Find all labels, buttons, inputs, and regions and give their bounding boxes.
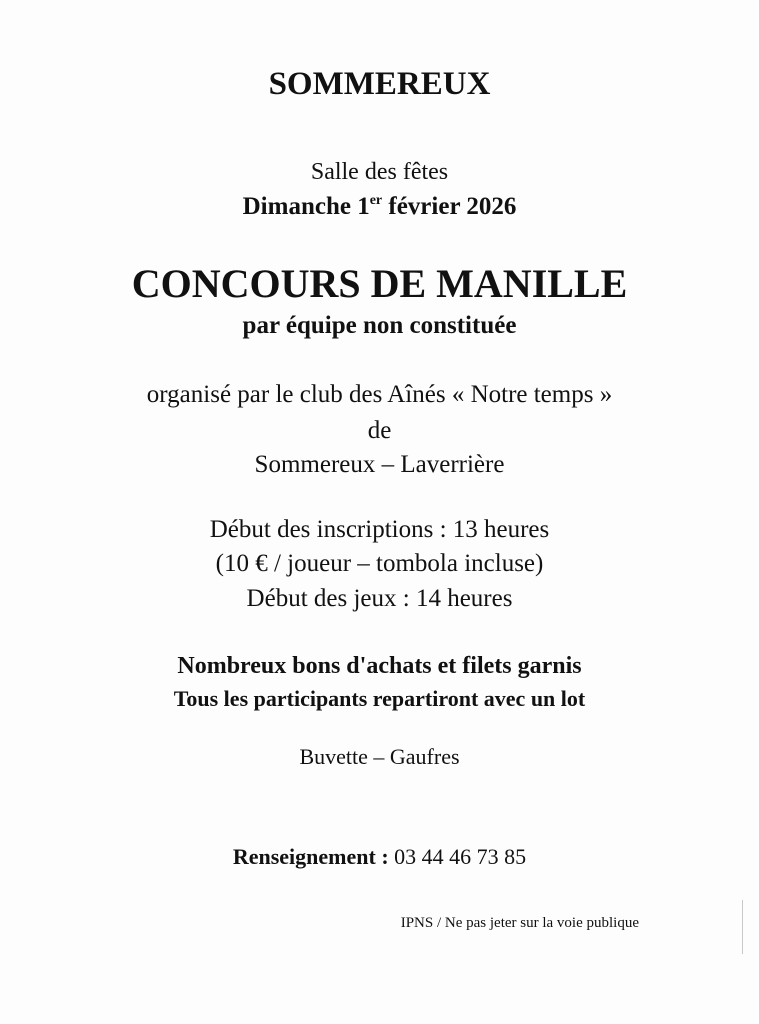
organizer-line-2: de <box>367 417 392 444</box>
prizes-line-1: Nombreux bons d'achats et filets garnis <box>177 653 582 679</box>
organizer-line-1: organisé par le club des Aînés « Notre temps » <box>146 381 613 408</box>
date-prefix: Dimanche 1 <box>242 193 370 220</box>
venue-text: Salle des fêtes <box>310 159 449 185</box>
prizes-line-2: Tous les participants repartiront avec un lot <box>173 686 586 711</box>
event-title: CONCOURS DE MANILLE <box>131 261 628 306</box>
contact-phone: 03 44 46 73 85 <box>388 844 527 869</box>
contact-label: Renseignement : <box>232 844 389 869</box>
organizer-line-3: Sommereux – Laverrière <box>254 451 505 478</box>
refreshments-text: Buvette – Gaufres <box>299 744 460 769</box>
event-subtitle: par équipe non constituée <box>242 312 517 339</box>
games-start-time: Début des jeux : 14 heures <box>246 585 513 612</box>
date-superscript: er <box>369 193 383 208</box>
scan-edge-mark <box>742 900 743 954</box>
event-date <box>0 194 759 219</box>
registration-time: Début des inscriptions : 13 heures <box>209 516 550 543</box>
contact-info <box>0 846 759 868</box>
footer-notice: IPNS / Ne pas jeter sur la voie publique <box>400 915 639 931</box>
town-heading: SOMMEREUX <box>268 66 491 102</box>
date-suffix: février 2026 <box>382 193 517 220</box>
entry-price: (10 € / joueur – tombola incluse) <box>215 550 544 577</box>
